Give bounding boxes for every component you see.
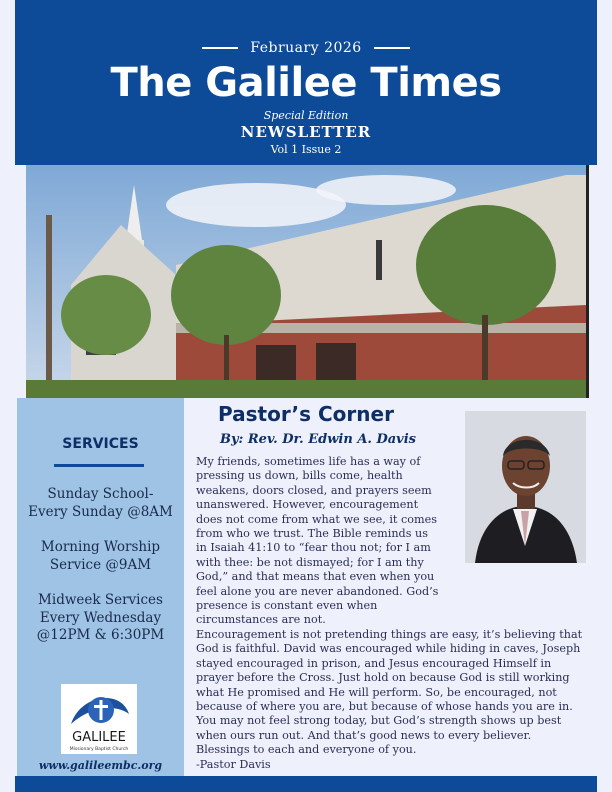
pastors-corner-title: Pastor’s Corner [218,402,394,426]
service-line: Morning Worship [40,539,161,555]
church-building-photo [26,165,589,398]
services-heading: SERVICES [62,436,139,452]
paragraph-2: Encouragement is not pretending things are easy, it’s believing that God is faithful. David was encouraged while hiding in caves, Joseph stayed encouraged in prison, and Jesus encouraged Himself in prayer before the Cross. Just hold on because God is still working what He promised and He will perform. So, be encouraged, not because of where you are, but because of whose hands you are in. You may not feel strong today, but God’s strength shows up best when ours run out. And that’s good news to every believer. Blessings to each and everyone of you. [196,627,583,757]
service-line: Every Wednesday [39,609,162,626]
issue-date: February 2026 [250,40,362,56]
church-logo [61,684,137,754]
paragraph-1: My friends, sometimes life has a way of pressing us down, bills come, health weakens, doors closed, and prayers seem unanswered. However, encouragement does not come from what we see, it comes from who we trust. The Bible reminds us in Isaiah 41:10 to “fear thou not; for I am with thee: be not dismayed; for I am thy God,” and that means that even when you feel alone you are never abandoned. God’s presence is constant even when circumstances are not. [196,455,439,627]
service-sunday-school [17,486,184,521]
services-sidebar [17,398,184,776]
service-line: Midweek Services [38,592,163,608]
pastors-corner-byline: By: Rev. Dr. Edwin A. Davis [220,432,416,447]
service-line: Service @9AM [49,556,152,573]
left-rule [202,47,238,49]
service-morning-worship [17,539,184,574]
service-line: Sunday School- [47,486,154,502]
service-line: Every Sunday @8AM [28,503,173,520]
svg-text:Missionary Baptist Church: Missionary Baptist Church [69,747,129,752]
service-line: @12PM & 6:30PM [36,627,165,643]
services-divider [54,464,144,467]
newsletter-header [15,0,597,165]
service-midweek [17,592,184,645]
pastors-corner-body [196,455,586,772]
footer-bar [15,776,597,792]
date-row [15,40,597,56]
signature: -Pastor Davis [196,757,271,771]
newsletter-label: NEWSLETTER [240,123,372,141]
newsletter-title: The Galilee Times [110,60,502,106]
right-rule [374,47,410,49]
special-edition-label: Special Edition [263,109,349,122]
svg-text:GALILEE: GALILEE [72,730,126,745]
website-link[interactable]: www.galileembc.org [38,759,163,772]
volume-issue: Vol 1 Issue 2 [270,143,342,156]
